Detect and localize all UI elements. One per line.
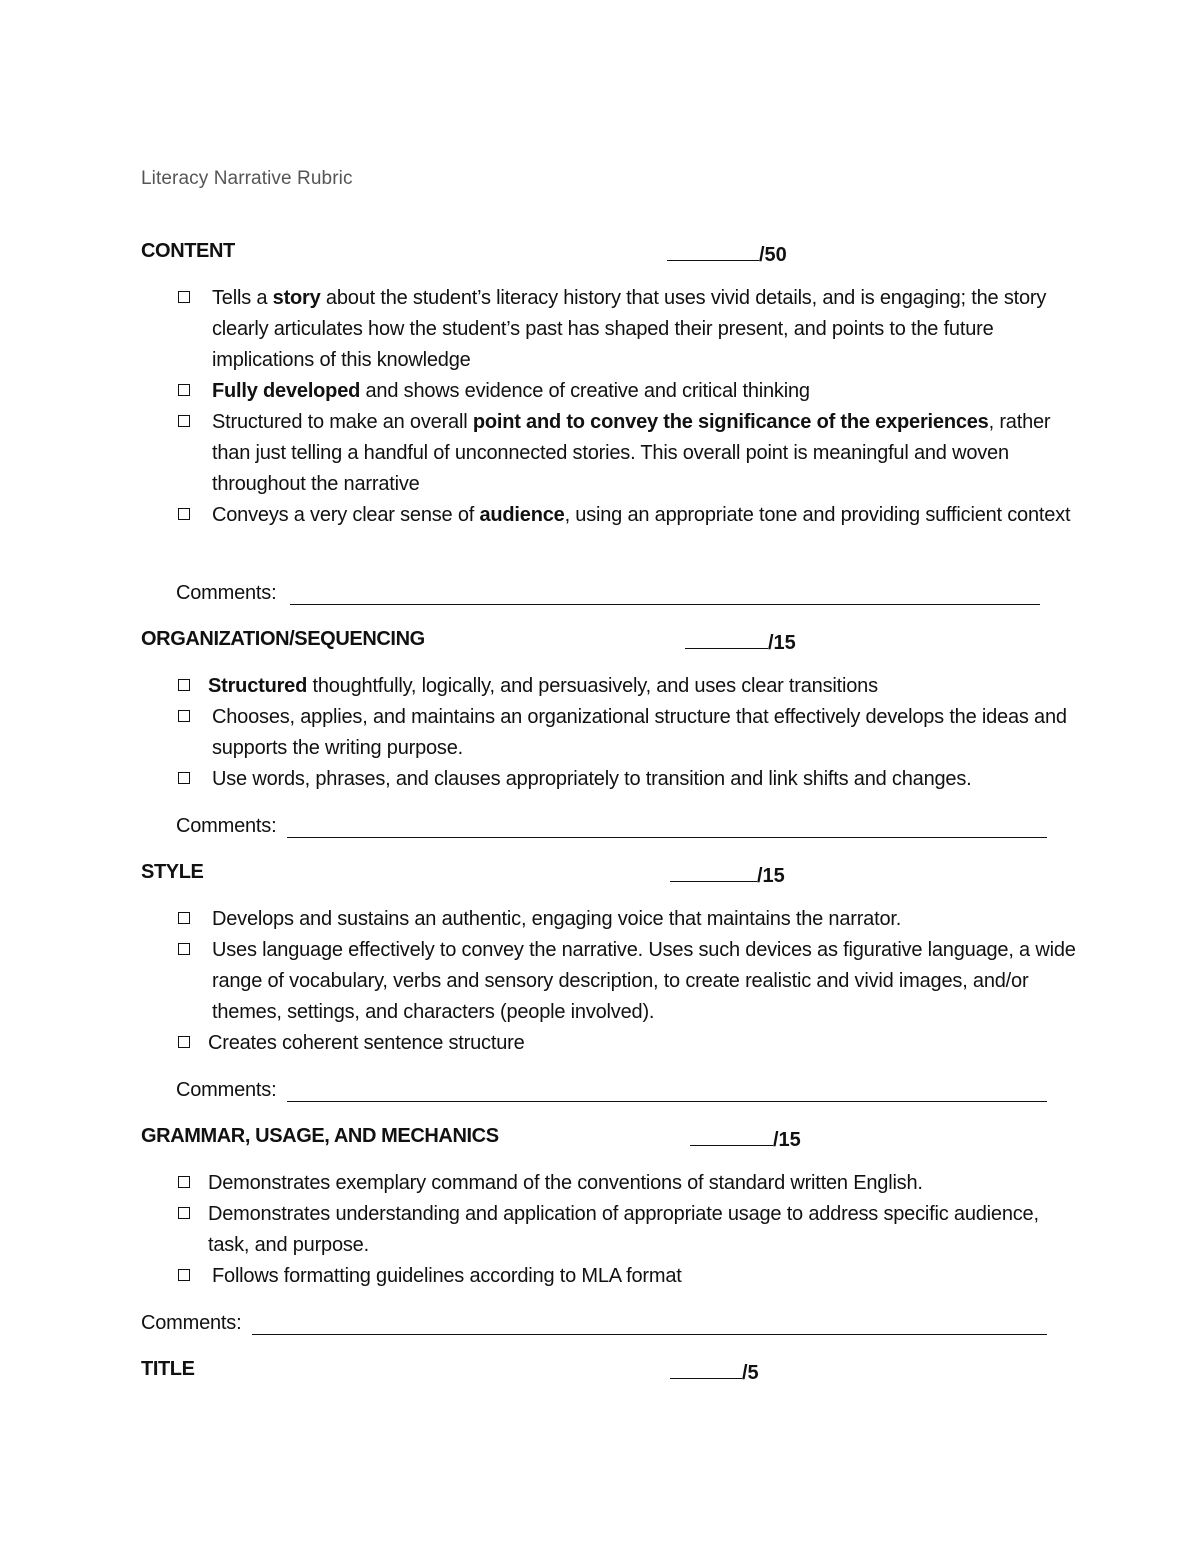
score-grammar [690,1125,801,1152]
organization-criteria-list [176,671,1076,795]
score-max: /15 [757,865,785,887]
comments-line[interactable] [287,1101,1047,1102]
comments-label: Comments: [176,582,277,604]
score-title [670,1358,759,1385]
criterion-item: Develops and sustains an authentic, engaging voice that maintains the narrator. [176,904,1076,935]
checkbox-icon[interactable] [178,384,190,396]
score-blank [667,240,759,261]
criterion-item: Uses language effectively to convey the narrative. Uses such devices as figurative language, a wide range of vocabulary, verbs and sensory description, to create realistic and vivid images, and/or themes, settings, and characters (people involved). [176,935,1076,1028]
criterion-item: Use words, phrases, and clauses appropriately to transition and link shifts and changes. [176,764,1076,795]
criterion-item: Structured to make an overall point and to convey the significance of the experiences, rather than just telling a handful of unconnected stories. This overall point is meaningful and woven throughout the narrative [176,407,1076,500]
score-blank [690,1125,773,1146]
comments-line[interactable] [252,1334,1047,1335]
score-max: /15 [773,1129,801,1151]
checkbox-icon[interactable] [178,1207,190,1219]
criterion-item: Creates coherent sentence structure [176,1028,1076,1059]
section-heading-organization: ORGANIZATION/SEQUENCING [141,628,425,650]
criterion-item: Conveys a very clear sense of audience, using an appropriate tone and providing sufficient context [176,500,1076,531]
checkbox-icon[interactable] [178,1036,190,1048]
checkbox-icon[interactable] [178,772,190,784]
comments-label: Comments: [176,815,277,837]
score-organization [685,628,796,655]
content-criteria-list [176,283,1076,531]
comments-label: Comments: [141,1312,242,1334]
score-max: /5 [742,1362,759,1384]
score-blank [685,628,768,649]
checkbox-icon[interactable] [178,912,190,924]
checkbox-icon[interactable] [178,1269,190,1281]
score-blank [670,861,757,882]
criterion-item: Demonstrates exemplary command of the conventions of standard written English. [176,1168,1076,1199]
criterion-item: Structured thoughtfully, logically, and persuasively, and uses clear transitions [176,671,1076,702]
criterion-item: Fully developed and shows evidence of creative and critical thinking [176,376,1076,407]
section-heading-title: TITLE [141,1358,195,1380]
score-blank [670,1358,742,1379]
checkbox-icon[interactable] [178,943,190,955]
comments-line[interactable] [290,604,1040,605]
score-max: /50 [759,244,787,266]
checkbox-icon[interactable] [178,1176,190,1188]
grammar-criteria-list [176,1168,1076,1292]
checkbox-icon[interactable] [178,679,190,691]
document-title: Literacy Narrative Rubric [141,168,353,189]
comments-label: Comments: [176,1079,277,1101]
checkbox-icon[interactable] [178,508,190,520]
criterion-item: Follows formatting guidelines according to MLA format [176,1261,1076,1292]
checkbox-icon[interactable] [178,415,190,427]
score-content [667,240,787,267]
style-criteria-list [176,904,1076,1059]
criterion-item: Tells a story about the student’s literacy history that uses vivid details, and is engaging; the story clearly articulates how the student’s past has shaped their present, and points to the future implications of this knowledge [176,283,1076,376]
score-max: /15 [768,632,796,654]
section-heading-grammar: GRAMMAR, USAGE, AND MECHANICS [141,1125,499,1147]
checkbox-icon[interactable] [178,291,190,303]
comments-line[interactable] [287,837,1047,838]
section-heading-content: CONTENT [141,240,235,262]
criterion-item: Chooses, applies, and maintains an organizational structure that effectively develops the ideas and supports the writing purpose. [176,702,1076,764]
score-style [670,861,785,888]
criterion-item: Demonstrates understanding and application of appropriate usage to address specific audience, task, and purpose. [176,1199,1076,1261]
checkbox-icon[interactable] [178,710,190,722]
section-heading-style: STYLE [141,861,204,883]
